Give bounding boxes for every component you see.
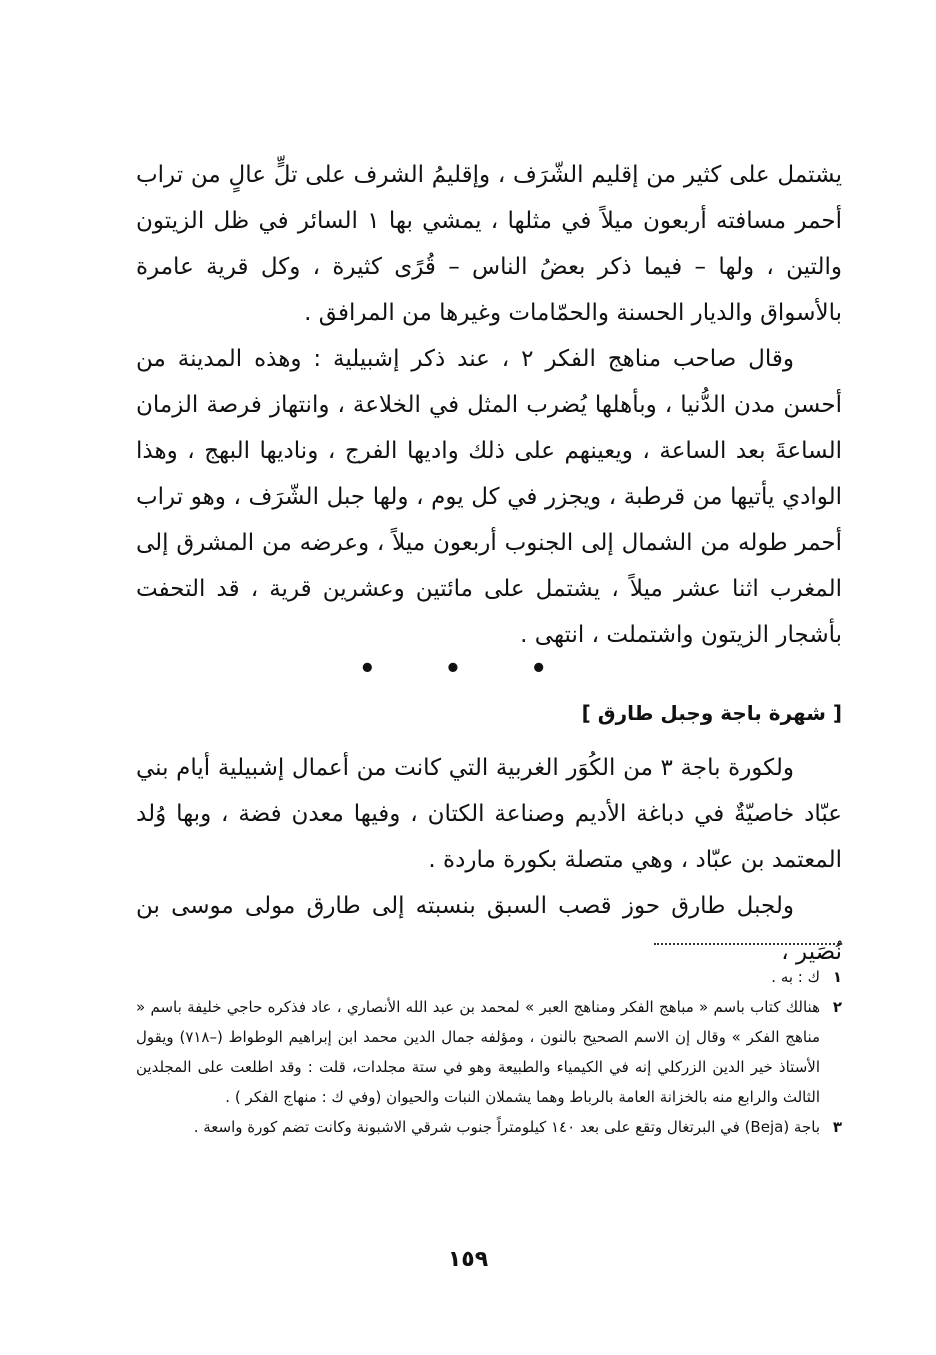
footnote-number: ٢	[832, 998, 842, 1016]
footnotes	[136, 962, 842, 1142]
footnote-text: هنالك كتاب باسم « مباهج الفكر ومناهج العبر » لمحمد بن عبد الله الأنصاري ، عاد فذكره حاجي خليفة باسم « مناهج الفكر » وقال إن الاسم الصحيح بالنون ، ومؤلفه جمال الدين محمد ابن إبراهيم الوطواط (–٧١٨) ويقول الأستاذ خير الدين الزركلي إنه في الكيمياء والطبيعة وهو في ستة مجلدات، قلت : وقد اطلعت على المجلدين الثالث والرابع منه بالخزانة العامة بالرباط وهما يشملان النبات والحيوان (وفي ك : منهاج الفكر ) .	[136, 998, 821, 1106]
section-separator: • • •	[359, 654, 577, 684]
footnote-3	[136, 1112, 842, 1142]
footnote-text: باجة (Beja) في البرتغال وتقع على بعد ١٤٠ كيلومتراً جنوب شرقي الاشبونة وكانت تضم كورة واسعة .	[193, 1118, 820, 1136]
paragraph-1: يشتمل على كثير من إقليم الشّرَف ، وإقليمُ الشرف على تلٍّ عالٍ من تراب أحمر مسافته أربعون ميلاً في مثلها ، يمشي بها ١ السائر في ظل الزيتون والتين ، ولها – فيما ذكر بعضُ الناس – قُرًى كثيرة ، وكل قرية عامرة بالأسواق والديار الحسنة والحمّامات وغيرها من المرافق .	[136, 162, 842, 326]
footnote-2	[136, 992, 842, 1112]
footnote-divider	[654, 943, 842, 945]
footnote-1	[136, 962, 842, 992]
section-text	[136, 745, 842, 975]
page-number: ١٥٩	[447, 1247, 489, 1272]
footnote-text: ك : به .	[771, 968, 820, 986]
section-paragraph-1: ولكورة باجة ٣ من الكُوَر الغربية التي كانت من أعمال إشبيلية أيام بني عبّاد خاصيّةٌ في دباغة الأديم وصناعة الكتان ، وفيها معدن فضة ، وبها وُلد المعتمد بن عبّاد ، وهي متصلة بكورة ماردة .	[136, 755, 842, 873]
footnote-number: ١	[832, 968, 842, 986]
section-paragraph-2: ولجبل طارق حوز قصب السبق بنسبته إلى طارق مولى موسى بن نُصَير ،	[136, 893, 842, 965]
section-heading: [ شهرة باجة وجبل طارق ]	[581, 701, 842, 725]
paragraph-2: وقال صاحب مناهج الفكر ٢ ، عند ذكر إشبيلية : وهذه المدينة من أحسن مدن الدُّنيا ، وبأهلها يُضرب المثل في الخلاعة ، وانتهاز فرصة الزمان الساعةَ بعد الساعة ، ويعينهم على ذلك واديها الفرج ، وناديها البهج ، وهذا الوادي يأتيها من قرطبة ، ويجزر في كل يوم ، ولها جبل الشّرَف ، وهو تراب أحمر طوله من الشمال إلى الجنوب أربعون ميلاً ، وعرضه من المشرق إلى المغرب اثنا عشر ميلاً ، يشتمل على مائتين وعشرين قرية ، قد التحفت بأشجار الزيتون واشتملت ، انتهى .	[136, 346, 842, 648]
footnote-number: ٣	[832, 1118, 842, 1136]
main-text	[136, 152, 842, 658]
